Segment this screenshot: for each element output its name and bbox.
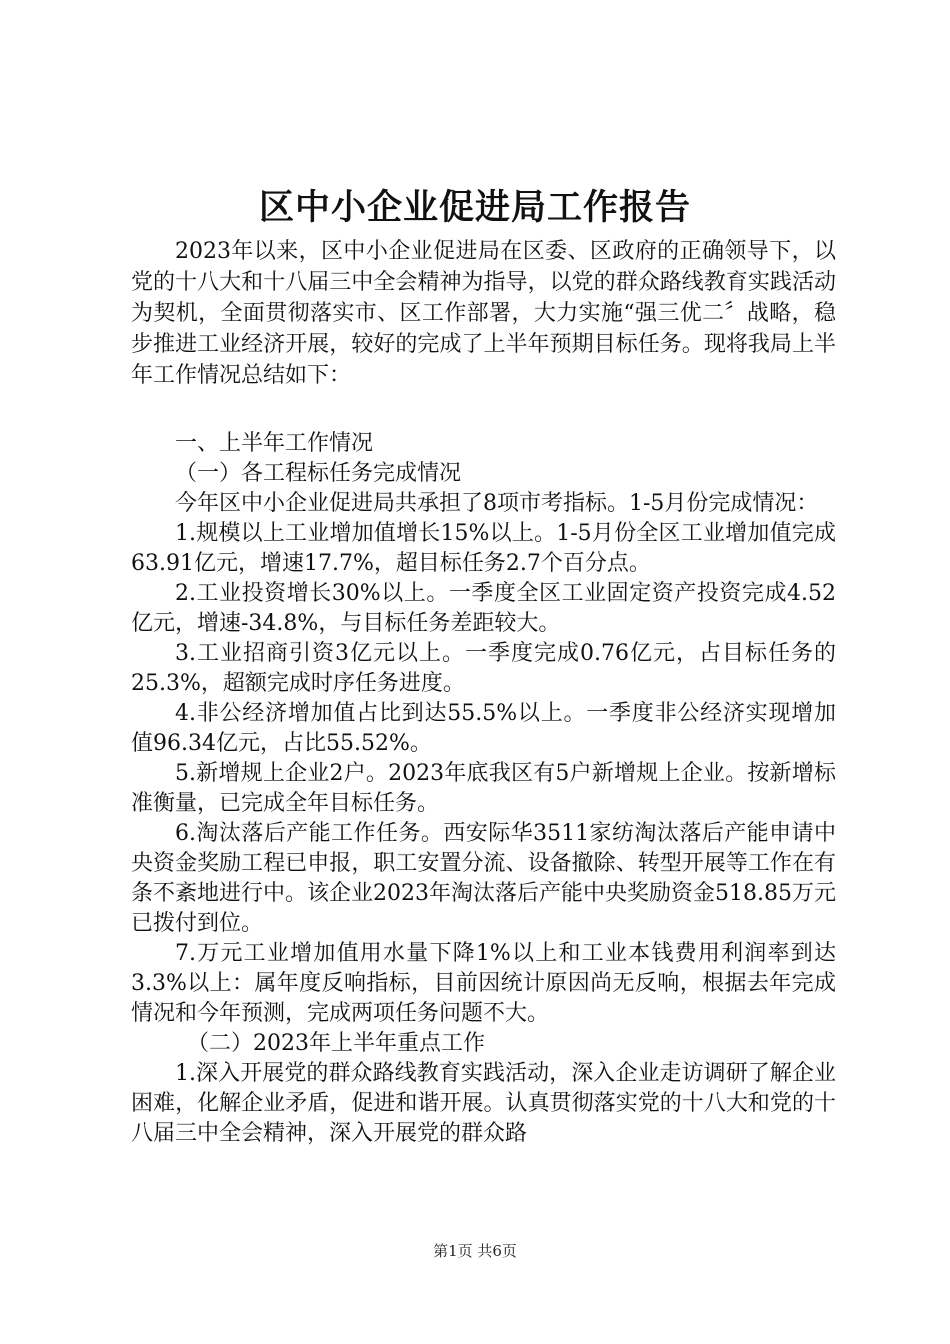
section-heading: 一、上半年工作情况	[175, 431, 374, 456]
key-work-item-1: 1.深入开展党的群众路线教育实践活动，深入企业走访调研了解企业困难，化解企业矛盾，促进和谐开展。认真贯彻落实党的十八大和党的十八届三中全会精神，深入开展党的群众路	[131, 1061, 836, 1146]
document-body	[131, 236, 836, 1149]
page-footer: 第1页 共6页	[433, 1242, 517, 1260]
intro-paragraph: 2023年以来，区中小企业促进局在区委、区政府的正确领导下，以党的十八大和十八届三中全会精神为指导，以党的群众路线教育实践活动为契机，全面贯彻落实市、区工作部署，大力实施“强三优二〞战略，稳步推进工业经济开展，较好的完成了上半年预期目标任务。现将我局上半年工作情况总结如下：	[131, 239, 836, 388]
task-item-7: 7.万元工业增加值用水量下降1%以上和工业本钱费用利润率到达3.3%以上：属年度反响指标，目前因统计原因尚无反响，根据去年完成情况和今年预测，完成两项任务问题不大。	[131, 941, 836, 1026]
task-item-4: 4.非公经济增加值占比到达55.5%以上。一季度非公经济实现增加值96.34亿元，占比55.52%。	[131, 701, 836, 756]
task-item-5: 5.新增规上企业2户。2023年底我区有5户新增规上企业。按新增标准衡量，已完成全年目标任务。	[131, 761, 836, 816]
subsection-lead-paragraph: 今年区中小企业促进局共承担了8项市考指标。1-5月份完成情况：	[175, 491, 819, 516]
page-title: 区中小企业促进局工作报告	[258, 187, 691, 228]
task-item-3: 3.工业招商引资3亿元以上。一季度完成0.76亿元，占目标任务的25.3%，超额完成时序任务进度。	[131, 641, 836, 696]
subsection-heading-1: （一）各工程标任务完成情况	[175, 461, 462, 486]
subsection-heading-2: （二）2023年上半年重点工作	[187, 1031, 485, 1056]
task-item-6: 6.淘汰落后产能工作任务。西安际华3511家纺淘汰落后产能申请中央资金奖励工程已申报，职工安置分流、设备撤除、转型开展等工作在有条不紊地进行中。该企业2023年淘汰落后产能中央奖励资金518.85万元已拨付到位。	[131, 821, 837, 936]
task-item-1: 1.规模以上工业增加值增长15%以上。1-5月份全区工业增加值完成63.91亿元，增速17.7%，超目标任务2.7个百分点。	[131, 521, 836, 576]
task-item-2: 2.工业投资增长30%以上。一季度全区工业固定资产投资完成4.52亿元，增速-34.8%，与目标任务差距较大。	[131, 581, 836, 636]
